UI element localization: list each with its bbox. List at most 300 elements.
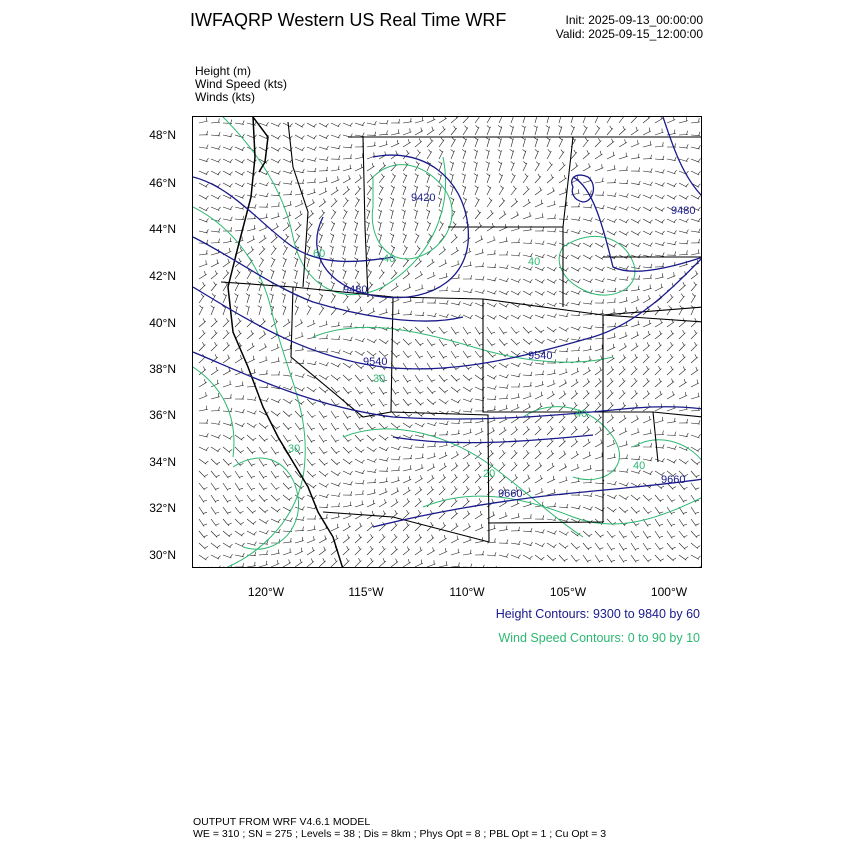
wind-barb — [223, 282, 228, 291]
wind-barb — [427, 299, 436, 303]
wind-barb — [403, 375, 411, 383]
wind-barb — [294, 270, 298, 279]
wind-barb — [631, 567, 640, 568]
wind-contour — [193, 207, 305, 568]
wind-label: 30 — [288, 443, 301, 455]
wind-barb — [451, 138, 456, 148]
wind-barb — [667, 219, 677, 223]
wind-barb — [498, 138, 502, 147]
wind-barb — [691, 555, 701, 559]
wind-barb — [679, 354, 685, 363]
wind-barb — [571, 505, 580, 509]
wind-barb — [330, 234, 334, 244]
wind-barb — [247, 471, 255, 479]
wind-barb — [439, 247, 446, 256]
wind-barb — [390, 222, 394, 231]
wind-barb — [631, 154, 640, 159]
wind-barb — [427, 475, 434, 483]
wind-barb — [559, 391, 566, 399]
wind-barb — [390, 198, 394, 208]
wind-barb — [487, 277, 496, 281]
wind-barb — [631, 531, 639, 539]
wind-barb — [307, 447, 315, 455]
wind-barb — [679, 433, 688, 437]
wind-barb — [211, 330, 217, 339]
wind-barb — [199, 158, 209, 162]
wind-barb — [391, 456, 400, 460]
wind-barb — [426, 174, 430, 184]
wind-barb — [439, 363, 447, 370]
wind-barb — [211, 519, 219, 526]
wind-barb — [271, 399, 281, 403]
wind-barb — [463, 511, 470, 519]
wind-barb — [475, 126, 479, 136]
wind-barb — [655, 378, 662, 387]
wind-barb — [463, 327, 471, 335]
wind-barb — [679, 495, 687, 502]
wind-barb — [535, 174, 541, 183]
wind-barb — [223, 381, 232, 387]
wind-barb — [547, 531, 557, 535]
wind-barb — [559, 414, 565, 423]
wind-barb — [667, 567, 676, 568]
wind-barb — [607, 243, 617, 247]
wind-barb — [415, 498, 422, 507]
wind-barb — [319, 146, 329, 150]
wind-barb — [583, 567, 591, 568]
state-border — [363, 137, 368, 297]
wind-barb — [307, 411, 316, 418]
wind-barb — [583, 367, 591, 375]
wind-barb — [451, 486, 457, 495]
wind-barb — [595, 543, 603, 550]
wind-barb — [439, 150, 443, 160]
wind-barb — [355, 534, 362, 543]
wind-barb — [271, 357, 280, 363]
wind-barb — [259, 357, 268, 364]
wind-barb — [294, 258, 298, 268]
wind-barb — [523, 362, 533, 366]
wind-barb — [355, 423, 363, 430]
wind-barb — [499, 211, 506, 219]
wind-barb — [655, 117, 663, 123]
wind-barb — [451, 451, 459, 459]
wind-barb — [211, 435, 221, 439]
wind-barb — [547, 303, 557, 307]
wind-barb — [199, 282, 206, 291]
wind-barb — [523, 315, 533, 319]
wind-barb — [403, 128, 411, 135]
wind-barb — [247, 562, 256, 567]
wind-barb — [463, 564, 472, 568]
wind-barb — [619, 231, 629, 235]
wind-barb — [379, 141, 388, 147]
wind-barb — [283, 359, 292, 364]
wind-barb — [607, 355, 615, 363]
wind-barb — [619, 495, 628, 500]
wind-barb — [679, 366, 686, 375]
wind-barb — [391, 387, 399, 395]
wind-barb — [667, 531, 675, 538]
wind-barb — [475, 249, 484, 255]
wind-barb — [247, 356, 255, 363]
wind-barb — [295, 200, 303, 207]
wind-barb — [319, 375, 329, 380]
wind-barb — [247, 225, 256, 231]
wind-barb — [391, 399, 399, 406]
wind-barb — [235, 382, 244, 388]
wind-barb — [427, 222, 431, 232]
wind-barb — [583, 465, 592, 471]
wind-barb — [463, 523, 471, 531]
wind-barb — [355, 459, 365, 463]
wind-barb — [355, 470, 365, 474]
wind-barb — [379, 546, 385, 555]
lat-label: 38°N — [149, 362, 176, 376]
wind-barb — [367, 399, 375, 407]
wind-barb — [499, 303, 509, 307]
wind-barb — [415, 547, 422, 555]
wind-barb — [366, 210, 370, 220]
wind-barb — [547, 187, 555, 195]
wind-barb — [366, 222, 370, 232]
wind-barb — [343, 210, 347, 220]
wind-barb — [607, 288, 616, 292]
wind-barb — [643, 155, 652, 159]
wind-barb — [235, 471, 243, 479]
wind-barb — [559, 202, 568, 207]
wind-barb — [235, 483, 243, 491]
wind-barb — [403, 559, 411, 567]
wind-barb — [331, 447, 340, 454]
height-label: 9660 — [498, 488, 523, 500]
wind-barb — [691, 519, 699, 526]
lat-label: 34°N — [149, 455, 176, 469]
wind-barb — [667, 379, 674, 387]
wind-barb — [331, 503, 340, 507]
wind-barb — [655, 354, 661, 363]
wind-barb — [619, 297, 628, 303]
wind-barb — [619, 567, 627, 568]
wind-barb — [403, 284, 411, 291]
wind-barb — [631, 555, 639, 562]
wind-barb — [607, 231, 617, 235]
wind-barb — [307, 526, 316, 532]
wind-barb — [211, 342, 217, 351]
wind-barb — [643, 231, 653, 235]
wind-barb — [523, 542, 533, 546]
wind-barb — [547, 174, 554, 183]
wind-barb — [355, 375, 364, 382]
wind-barb — [511, 393, 520, 399]
wind-barb — [631, 321, 640, 327]
wind-barb — [631, 219, 641, 223]
wind-barb — [427, 399, 436, 405]
wind-barb — [655, 207, 665, 211]
wind-barb — [271, 202, 280, 207]
wind-barb — [571, 555, 579, 562]
wind-barb — [559, 543, 568, 549]
wind-barb — [655, 342, 662, 351]
wind-barb — [247, 330, 254, 339]
wind-barb — [462, 162, 466, 171]
wind-barb — [691, 282, 697, 291]
wind-barb — [462, 150, 466, 160]
wind-barb — [463, 408, 472, 412]
wind-barb — [511, 327, 519, 334]
wind-barb — [223, 507, 231, 514]
wind-barb — [379, 282, 386, 291]
wind-barb — [583, 150, 590, 159]
wind-barb — [235, 147, 245, 151]
wind-barb — [415, 411, 424, 417]
wind-barb — [583, 452, 591, 459]
wind-barb — [259, 561, 268, 567]
wind-barb — [307, 435, 315, 443]
wind-barb — [283, 319, 290, 327]
wind-barb — [607, 139, 614, 147]
wind-barb — [643, 555, 651, 562]
wind-barb — [571, 163, 578, 171]
wind-barb — [499, 117, 503, 123]
wind-barb — [211, 447, 220, 452]
wind-barb — [415, 128, 423, 136]
wind-barb — [487, 315, 497, 319]
wind-barb — [283, 223, 290, 232]
wind-barb — [547, 214, 556, 219]
wind-barb — [354, 258, 358, 268]
wind-barb — [523, 393, 532, 400]
wind-barb — [655, 531, 663, 539]
wind-barb — [643, 378, 650, 387]
wind-barb — [415, 285, 424, 291]
wind-barb — [475, 351, 484, 358]
wind-barb — [691, 249, 700, 255]
contour-labels — [288, 192, 695, 500]
wind-barb — [487, 327, 495, 335]
wind-barb — [547, 543, 556, 548]
wind-barb — [307, 306, 311, 316]
wind-barb — [295, 319, 303, 327]
wind-barb — [595, 126, 600, 135]
wind-barb — [211, 407, 220, 411]
wind-contour — [223, 117, 446, 295]
wind-barb — [367, 152, 375, 159]
wind-barb — [415, 174, 419, 184]
wind-barb — [523, 174, 528, 183]
wind-barb — [463, 351, 471, 358]
wind-barb — [487, 339, 495, 346]
wind-barb — [679, 250, 688, 255]
wind-barb — [583, 267, 593, 271]
wind-barb — [354, 222, 358, 232]
wind-barb — [211, 543, 220, 549]
wind-barb — [619, 139, 627, 147]
wind-barb — [450, 162, 454, 172]
wind-barb — [487, 250, 496, 255]
wind-barb — [547, 279, 557, 283]
wind-barb — [499, 251, 508, 255]
wind-barb — [643, 331, 651, 339]
wind-barb — [691, 566, 701, 568]
wind-barb — [199, 507, 207, 515]
wind-barb — [571, 379, 578, 387]
wind-barb — [487, 126, 491, 136]
wind-barb — [667, 391, 675, 399]
wind-barb — [691, 229, 700, 233]
wind-barb — [499, 363, 508, 368]
wind-barb — [583, 543, 592, 550]
wind-barb — [583, 243, 593, 247]
wind-barb — [283, 191, 292, 195]
wind-barb — [439, 548, 447, 555]
wind-barb — [391, 140, 399, 147]
wind-barb — [427, 387, 436, 394]
wind-barb — [607, 179, 616, 183]
wind-barb — [523, 438, 529, 447]
wind-barb — [199, 406, 208, 411]
wind-barb — [462, 186, 466, 196]
wind-barb — [307, 246, 311, 256]
wind-barb — [595, 402, 601, 411]
wind-barb — [475, 236, 483, 244]
wind-barb — [403, 445, 412, 449]
wind-barb — [211, 239, 220, 243]
wind-barb — [534, 117, 538, 123]
wind-barb — [535, 488, 543, 495]
wind-barb — [571, 312, 580, 316]
wind-barb — [439, 452, 447, 459]
wind-barb — [391, 446, 401, 450]
wind-barb — [499, 462, 505, 471]
wind-barb — [307, 547, 315, 555]
wind-barb — [547, 339, 557, 343]
wind-barb — [547, 489, 556, 495]
wind-barb — [235, 216, 244, 220]
wind-barb — [379, 499, 387, 507]
wind-barb — [547, 291, 557, 295]
wind-barb — [211, 555, 221, 559]
wind-barb — [619, 415, 626, 423]
wind-barb — [271, 483, 279, 490]
wind-barb — [259, 507, 268, 513]
wind-barb — [343, 198, 349, 207]
wind-barb — [355, 490, 364, 495]
wind-barb — [523, 199, 531, 207]
lat-label: 30°N — [149, 548, 176, 562]
wind-barb — [535, 381, 544, 387]
wind-barb — [355, 164, 363, 171]
wind-barb — [643, 507, 652, 514]
wind-barb — [667, 195, 677, 199]
wind-label: 40 — [633, 460, 646, 472]
wind-barb — [655, 319, 663, 327]
wind-barb — [655, 431, 664, 436]
wind-barb — [439, 463, 447, 471]
wind-barb — [522, 138, 526, 148]
wind-barb — [307, 234, 311, 244]
wind-barb — [294, 282, 298, 291]
wind-barb — [655, 331, 662, 339]
wind-barb — [523, 567, 532, 568]
wind-barb — [403, 522, 409, 531]
wind-barb — [247, 171, 257, 175]
wind-barb — [522, 117, 526, 123]
wind-barb — [295, 332, 304, 339]
wind-barb — [367, 258, 371, 268]
wind-barb — [259, 423, 268, 429]
wind-barb — [295, 123, 305, 127]
wind-barb — [367, 132, 376, 136]
wind-barb — [511, 541, 520, 545]
wind-barb — [247, 435, 256, 441]
wind-barb — [655, 273, 664, 279]
wind-barb — [487, 117, 492, 123]
wind-barb — [535, 241, 544, 245]
wind-barb — [199, 459, 208, 464]
wind-barb — [223, 355, 230, 363]
wind-barb — [535, 392, 543, 399]
wind-barb — [367, 546, 373, 555]
wind-barb — [414, 210, 418, 220]
wind-barb — [499, 174, 503, 184]
lon-label: 115°W — [348, 585, 384, 599]
wind-barb — [391, 375, 399, 383]
wind-barb — [523, 382, 532, 387]
wind-barb — [571, 217, 580, 221]
wind-barb — [343, 558, 349, 567]
wind-barb — [427, 498, 433, 507]
wind-barb — [679, 379, 687, 387]
wind-barb — [643, 342, 650, 351]
wind-barb — [415, 162, 419, 172]
height-contour — [373, 479, 702, 527]
wind-barb — [535, 162, 540, 171]
wind-barb — [343, 222, 347, 232]
wind-barb — [643, 182, 653, 186]
wind-barb — [427, 138, 433, 147]
wind-barb — [511, 363, 521, 367]
wind-barb — [643, 543, 651, 551]
wind-barb — [415, 534, 422, 543]
wind-barb — [619, 366, 626, 375]
wind-barb — [343, 387, 352, 394]
wind-barb — [283, 549, 292, 556]
wind-barb — [583, 531, 592, 537]
wind-barb — [259, 483, 267, 490]
wind-barb — [535, 150, 539, 160]
wind-barb — [415, 339, 424, 346]
wind-barb — [583, 231, 593, 235]
wind-barb — [559, 150, 564, 159]
wind-barb — [403, 455, 412, 459]
wind-barb — [487, 236, 496, 243]
wind-barb — [295, 399, 304, 405]
wind-barb — [559, 302, 569, 306]
wind-barb — [679, 567, 689, 568]
coastline-path — [228, 117, 343, 568]
wind-barb — [463, 398, 473, 402]
wind-barb — [343, 337, 352, 341]
wind-barb — [415, 271, 423, 279]
wind-barb — [403, 487, 411, 495]
wind-barb — [379, 120, 388, 124]
wind-barb — [571, 267, 581, 271]
wind-barb — [439, 387, 448, 393]
wind-barb — [415, 222, 419, 232]
wind-barb — [475, 339, 483, 346]
wind-barb — [511, 211, 519, 219]
